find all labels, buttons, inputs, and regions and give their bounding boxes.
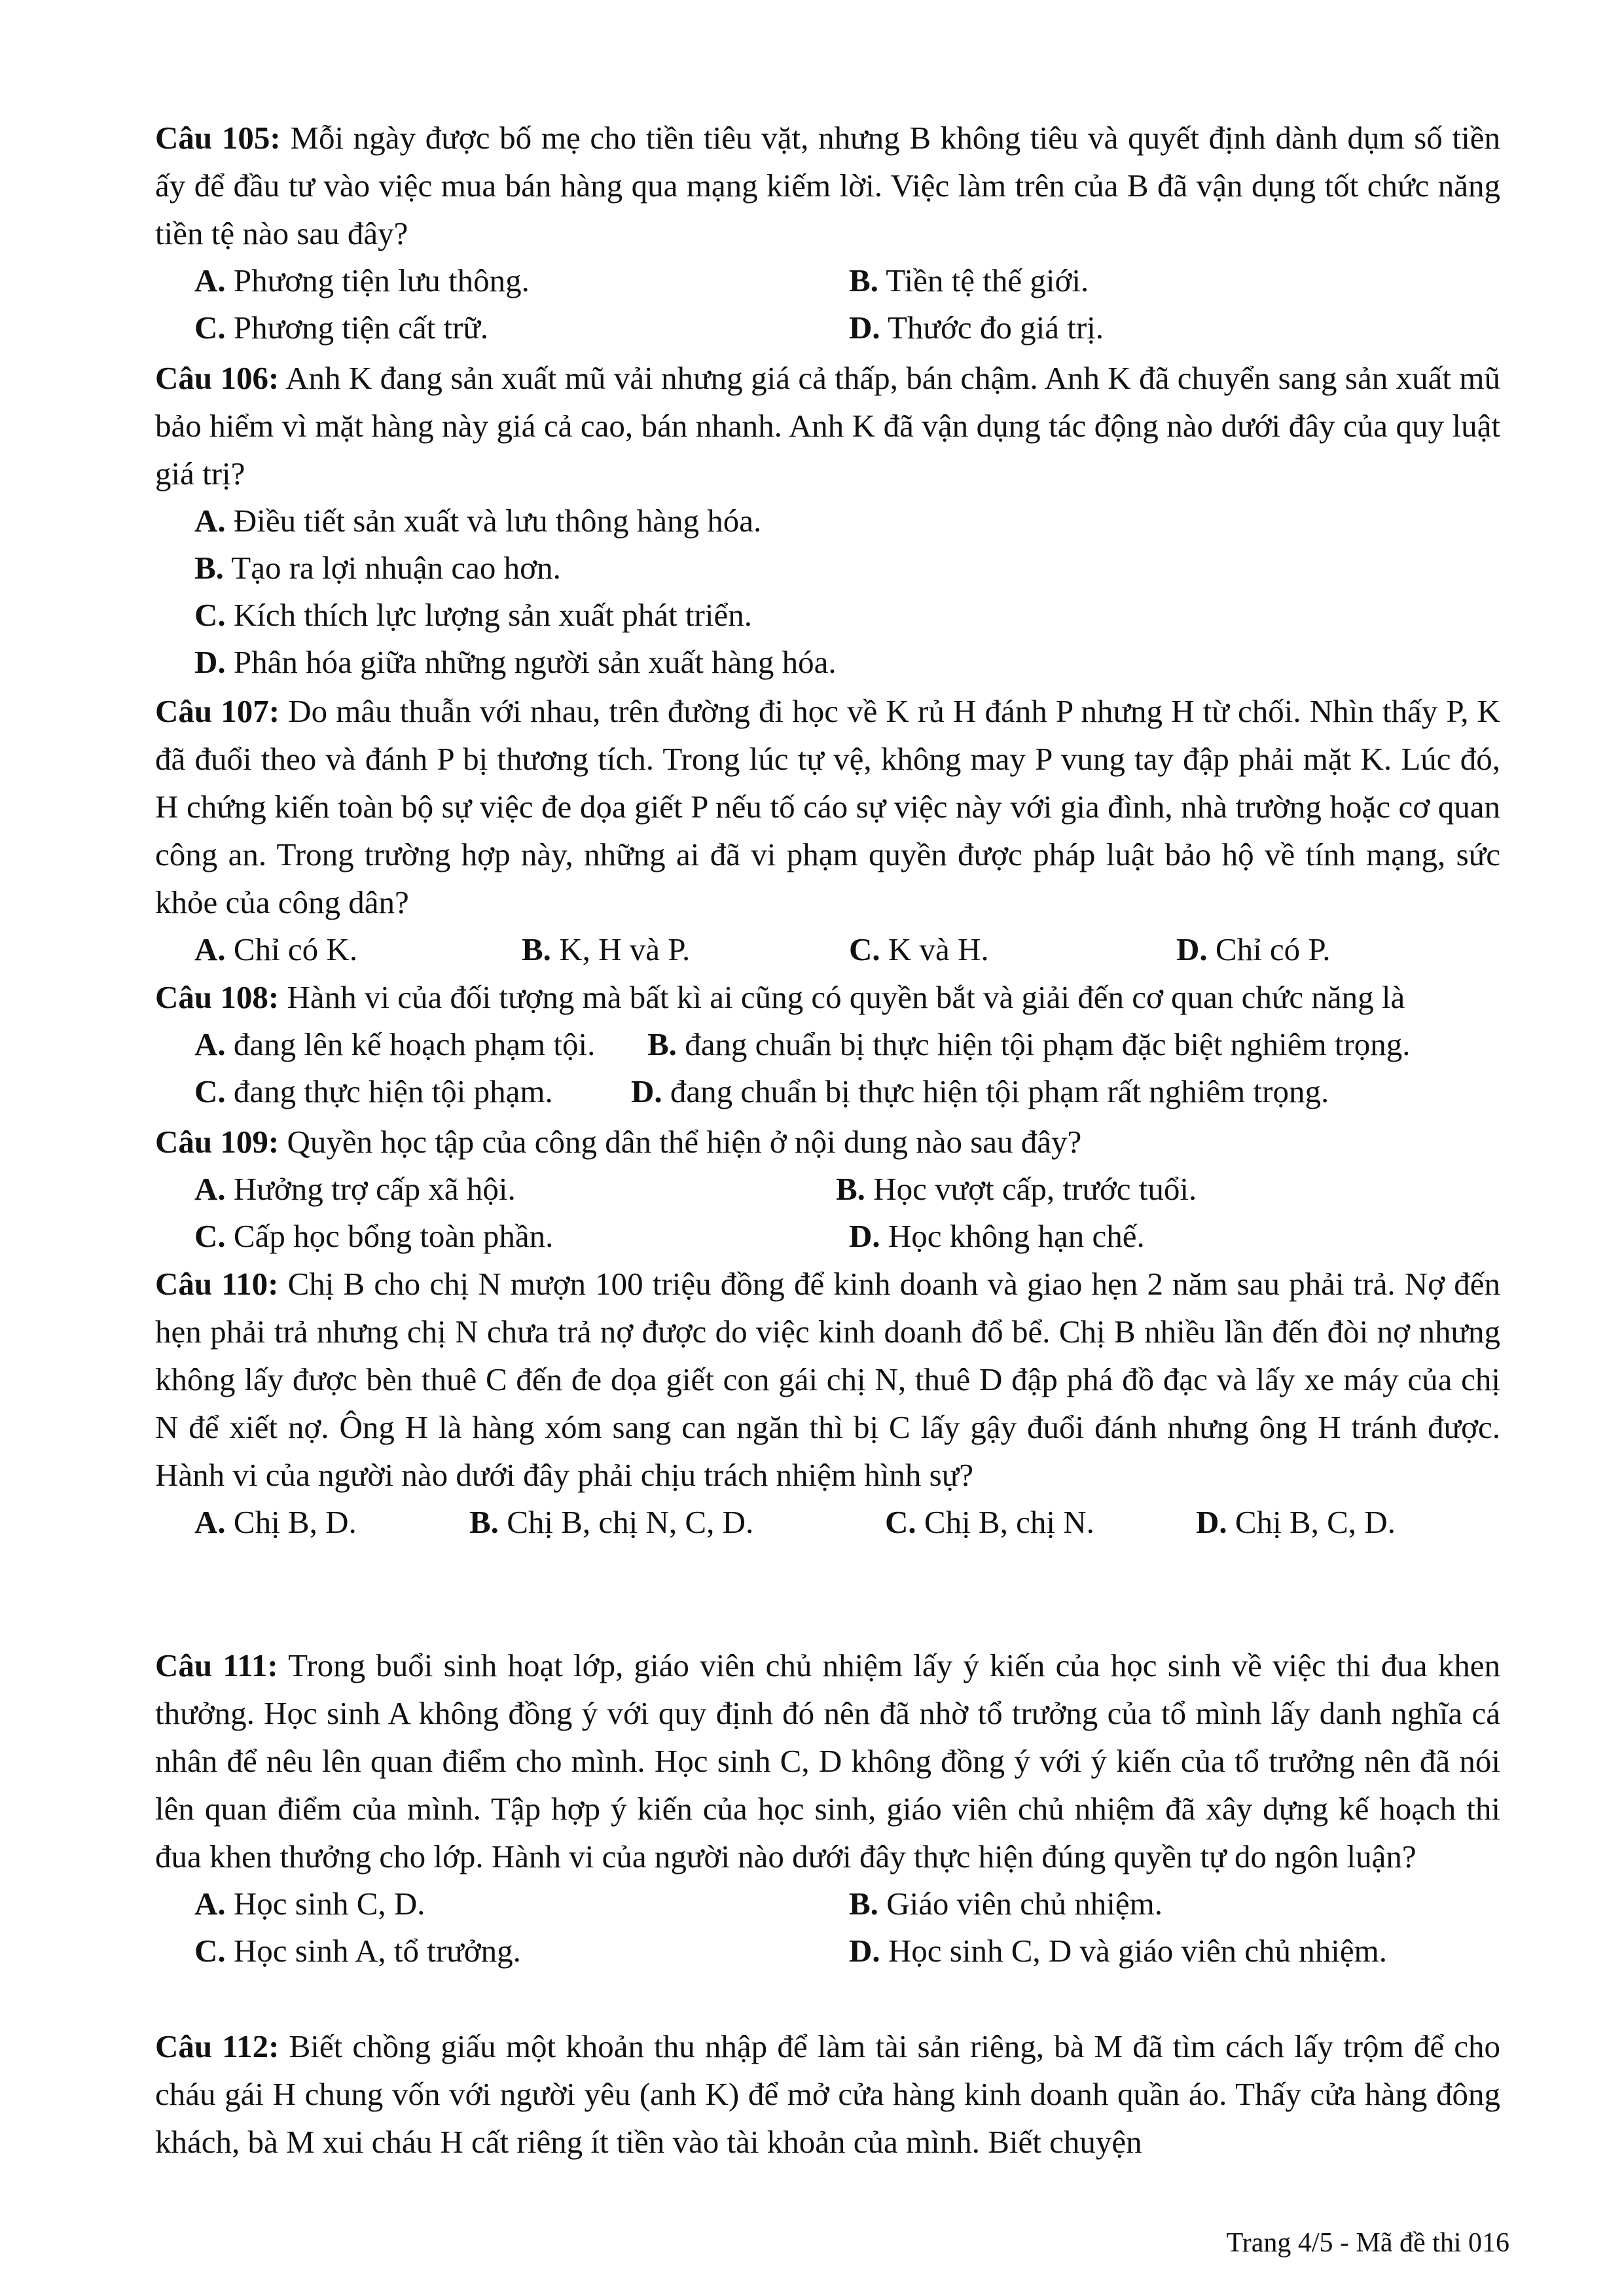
question-body: Trong buổi sinh hoạt lớp, giáo viên chủ nhiệm lấy ý kiến của học sinh về việc thi đua khen thưởng. Học sinh A không đồng ý với quy định đó nên đã nhờ tổ trưởng của tổ mình lấy danh nghĩa cá nhân để nêu lên quan điểm cho mình. Học sinh C, D không đồng ý với ý kiến của tổ trưởng nên đã nói lên quan điểm của mình. Tập hợp ý kiến của học sinh, giáo viên chủ nhiệm đã xây dựng kế hoạch thi đua khen thưởng cho lớp. Hành vi của người nào dưới đây thực hiện đúng quyền tự do ngôn luận? [155,1647,1500,1874]
option-a[interactable]: A. Chỉ có K. [194,931,358,967]
option-b[interactable]: B. Giáo viên chủ nhiệm. [849,1886,1163,1922]
question-text [155,687,1500,926]
question-text [155,114,1500,257]
option-a[interactable]: A. Hưởng trợ cấp xã hội. [194,1171,516,1207]
question-label: Câu 109: [155,1124,280,1160]
option-a[interactable]: A. Học sinh C, D. [194,1886,425,1922]
question-111 [155,1641,1500,1975]
question-label: Câu 107: [155,693,280,729]
option-a[interactable]: A. Chị B, D. [194,1504,357,1540]
question-text [155,354,1500,497]
question-text [155,973,1500,1021]
option-b[interactable]: B. Tạo ra lợi nhuận cao hơn. [194,550,561,586]
option-b[interactable]: B. đang chuẩn bị thực hiện tội phạm đặc biệt nghiêm trọng. [647,1026,1411,1062]
question-body: Chị B cho chị N mượn 100 triệu đồng để kinh doanh và giao hẹn 2 năm sau phải trả. Nợ đến hẹn phải trả nhưng chị N chưa trả nợ được do việc kinh doanh đổ bể. Chị B nhiều lần đến đòi nợ nhưng không lấy được bèn thuê C đến đe dọa giết con gái chị N, thuê D đập phá đồ đạc và lấy xe máy của chị N để xiết nợ. Ông H là hàng xóm sang can ngăn thì bị C lấy gậy đuổi đánh nhưng ông H tránh được. Hành vi của người nào dưới đây phải chịu trách nhiệm hình sự? [155,1266,1500,1493]
option-b[interactable]: B. Tiền tệ thế giới. [849,262,1089,298]
option-b[interactable]: B. Học vượt cấp, trước tuổi. [836,1171,1197,1207]
question-body: Biết chồng giấu một khoản thu nhập để làm tài sản riêng, bà M đã tìm cách lấy trộm để cho cháu gái H chung vốn với người yêu (anh K) để mở cửa hàng kinh doanh quần áo. Thấy cửa hàng đông khách, bà M xui cháu H cất riêng ít tiền vào tài khoản của mình. Biết chuyện [155,2028,1500,2160]
question-label: Câu 111: [155,1647,278,1683]
option-b[interactable]: B. Chị B, chị N, C, D. [469,1504,754,1540]
option-d[interactable]: D. đang chuẩn bị thực hiện tội phạm rất nghiêm trọng. [631,1073,1329,1109]
option-a[interactable]: A. Điều tiết sản xuất và lưu thông hàng hóa. [194,503,762,539]
option-d[interactable]: D. Chị B, C, D. [1196,1504,1396,1540]
option-c[interactable]: C. K và H. [849,931,989,967]
question-label: Câu 110: [155,1266,279,1302]
option-d[interactable]: D. Thước đo giá trị. [849,310,1104,346]
option-a[interactable]: A. đang lên kế hoạch phạm tội. [194,1026,596,1062]
question-label: Câu 106: [155,360,280,396]
option-c[interactable]: C. Phương tiện cất trữ. [194,310,489,346]
option-c[interactable]: C. Chị B, chị N. [885,1504,1094,1540]
option-c[interactable]: C. Cấp học bổng toàn phần. [194,1218,554,1254]
question-text [155,1260,1500,1499]
question-label: Câu 108: [155,979,280,1015]
option-b[interactable]: B. K, H và P. [522,931,691,967]
option-c[interactable]: C. đang thực hiện tội phạm. [194,1073,553,1109]
question-110 [155,1260,1500,1546]
question-107 [155,687,1500,973]
option-c[interactable]: C. Kích thích lực lượng sản xuất phát triển. [194,597,752,633]
options [155,926,1500,973]
question-body: Anh K đang sản xuất mũ vải nhưng giá cả thấp, bán chậm. Anh K đã chuyển sang sản xuất mũ bảo hiểm vì mặt hàng này giá cả cao, bán nhanh. Anh K đã vận dụng tác động nào dưới đây của quy luật giá trị? [155,360,1500,492]
question-body: Quyền học tập của công dân thể hiện ở nội dung nào sau đây? [279,1124,1082,1160]
option-d[interactable]: D. Học sinh C, D và giáo viên chủ nhiệm. [849,1933,1387,1969]
page-footer: Trang 4/5 - Mã đề thi 016 [1226,2228,1509,2258]
question-text [155,2022,1500,2166]
question-label: Câu 105: [155,120,281,156]
question-text [155,1641,1500,1880]
options [155,497,1500,686]
options [155,257,1500,351]
question-109 [155,1118,1500,1260]
question-text [155,1118,1500,1166]
question-body: Do mâu thuẫn với nhau, trên đường đi học về K rủ H đánh P nhưng H từ chối. Nhìn thấy P, K đã đuổi theo và đánh P bị thương tích. Trong lúc tự vệ, không may P vung tay đập phải mặt K. Lúc đó, H chứng kiến toàn bộ sự việc đe dọa giết P nếu tố cáo sự việc này với gia đình, nhà trường hoặc cơ quan công an. Trong trường hợp này, những ai đã vi phạm quyền được pháp luật bảo hộ về tính mạng, sức khỏe của công dân? [155,693,1500,920]
question-112 [155,2022,1500,2166]
question-108 [155,973,1500,1115]
question-106 [155,354,1500,686]
option-d[interactable]: D. Học không hạn chế. [849,1218,1145,1254]
options [155,1021,1500,1115]
options [155,1166,1500,1260]
question-105 [155,114,1500,351]
option-c[interactable]: C. Học sinh A, tổ trưởng. [194,1933,521,1969]
question-body: Mỗi ngày được bố mẹ cho tiền tiêu vặt, nhưng B không tiêu và quyết định dành dụm số tiền ấy để đầu tư vào việc mua bán hàng qua mạng kiếm lời. Việc làm trên của B đã vận dụng tốt chức năng tiền tệ nào sau đây? [155,120,1500,251]
option-d[interactable]: D. Phân hóa giữa những người sản xuất hàng hóa. [194,644,837,680]
options [155,1499,1500,1546]
question-body: Hành vi của đối tượng mà bất kì ai cũng có quyền bắt và giải đến cơ quan chức năng là [279,979,1405,1015]
option-a[interactable]: A. Phương tiện lưu thông. [194,262,530,298]
option-d[interactable]: D. Chỉ có P. [1176,931,1331,967]
question-label: Câu 112: [155,2028,280,2064]
options [155,1880,1500,1975]
